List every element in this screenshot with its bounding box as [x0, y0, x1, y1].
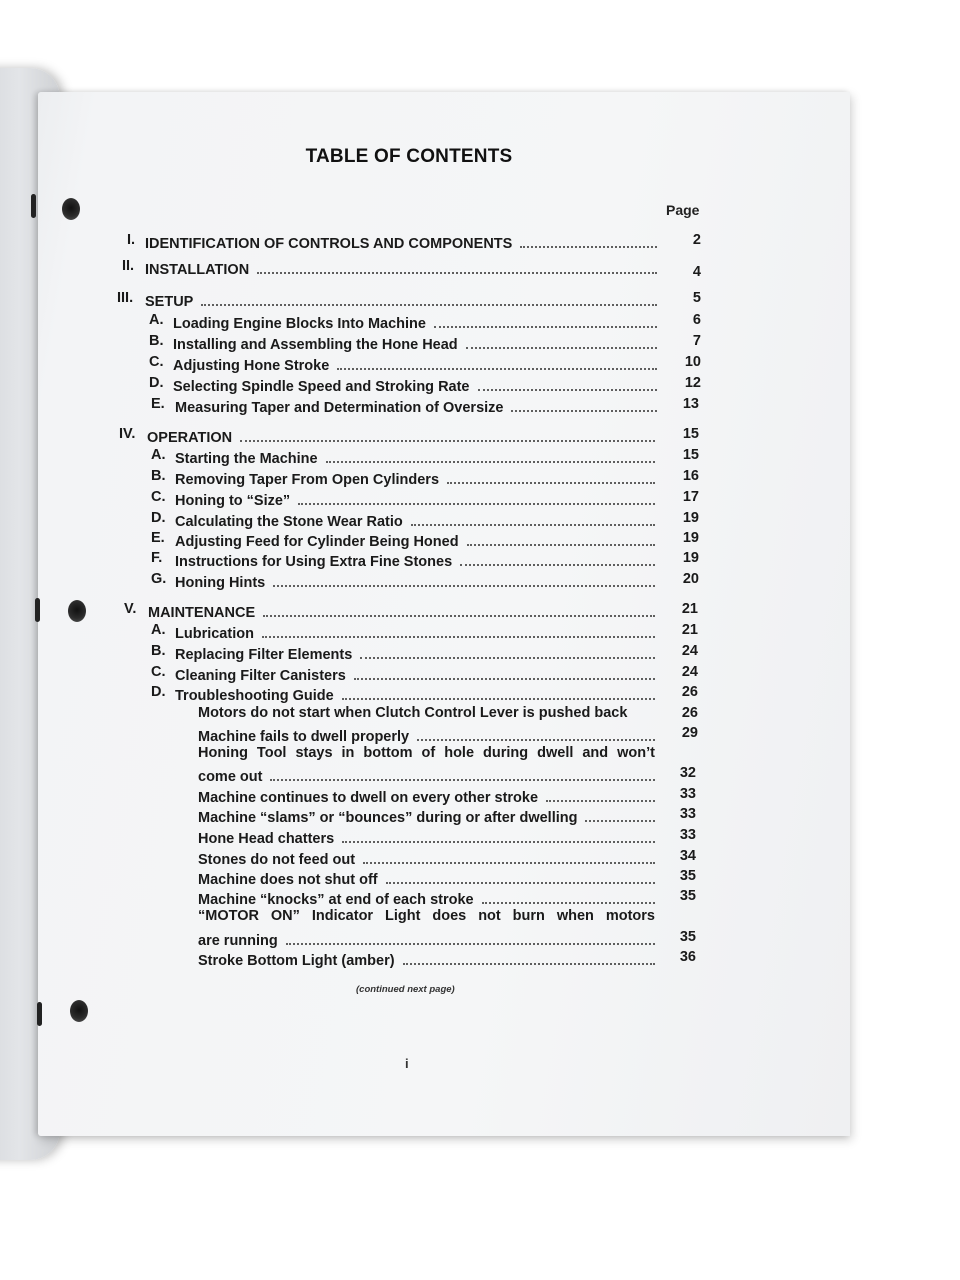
toc-entry-number: A.: [149, 312, 164, 328]
toc-entry: [173, 333, 657, 353]
toc-entry-number: G.: [151, 571, 167, 587]
toc-entry-number: A.: [151, 447, 166, 463]
toc-entry-number: V.: [124, 601, 137, 617]
toc-entry: [198, 929, 655, 949]
dot-leader: [201, 290, 657, 306]
toc-page-number: 24: [681, 664, 698, 680]
toc-page-number: 26: [681, 705, 698, 721]
dot-leader: [273, 571, 655, 587]
toc-page-number: 10: [684, 354, 701, 370]
toc-entry-label: are running: [198, 933, 278, 949]
dot-leader: [360, 643, 655, 659]
toc-entry-label: Cleaning Filter Canisters: [175, 668, 346, 684]
toc-entry-label: Installing and Assembling the Hone Head: [173, 337, 458, 353]
toc-entry-number: D.: [151, 684, 166, 700]
toc-entry-label: Adjusting Hone Stroke: [173, 358, 330, 374]
punch-hole-bottom: [70, 1000, 88, 1022]
toc-page-number: 21: [681, 622, 698, 638]
toc-entry-number: C.: [151, 489, 166, 505]
toc-entry-label: Machine “knocks” at end of each stroke: [198, 892, 474, 908]
dot-leader: [434, 312, 657, 328]
toc-entry-number: C.: [151, 664, 166, 680]
punch-hole-top: [62, 198, 80, 220]
toc-entry-label: Honing Tool stays in bottom of hole during dwell and won’t: [198, 745, 655, 761]
toc-entry-label: Measuring Taper and Determination of Oversize: [175, 400, 504, 416]
toc-page-number: 7: [692, 333, 701, 349]
toc-entry-label: come out: [198, 769, 263, 785]
toc-page-number: 4: [692, 264, 701, 280]
dot-leader: [342, 684, 655, 700]
dot-leader: [511, 396, 657, 412]
binder-hole-middle: [35, 598, 40, 622]
dot-leader: [270, 765, 655, 781]
toc-entry: [198, 806, 655, 826]
page-title: TABLE OF CONTENTS: [305, 146, 513, 167]
toc-entry: [147, 426, 655, 446]
toc-entry-label: Honing Hints: [175, 575, 266, 591]
toc-entry: [198, 765, 655, 785]
toc-entry: [198, 868, 655, 888]
toc-page-number: 2: [692, 232, 701, 248]
toc-entry-label: Motors do not start when Clutch Control Lever is pushed back: [198, 705, 628, 721]
toc-entry: [175, 468, 655, 488]
toc-entry: [198, 827, 655, 847]
toc-entry-label: OPERATION: [147, 430, 233, 446]
toc-entry: [175, 622, 655, 642]
toc-entry-number: E.: [151, 530, 165, 546]
toc-page-number: 19: [682, 510, 699, 526]
toc-page-number: 33: [679, 806, 696, 822]
page-number: i: [405, 1056, 409, 1071]
toc-page-number: 32: [679, 765, 696, 781]
toc-page-number: 24: [681, 643, 698, 659]
toc-entry-label: Troubleshooting Guide: [175, 688, 334, 704]
continued-note: (continued next page): [356, 984, 455, 995]
toc-entry: [145, 290, 657, 310]
binder-hole-top: [31, 194, 36, 218]
toc-entry-label: INSTALLATION: [145, 262, 250, 278]
dot-leader: [337, 354, 657, 370]
dot-leader: [520, 232, 657, 248]
toc-entry-label: Machine “slams” or “bounces” during or after dwelling: [198, 810, 578, 826]
toc-entry: [198, 705, 655, 721]
dot-leader: [263, 601, 655, 617]
toc-entry-label: Adjusting Feed for Cylinder Being Honed: [175, 534, 459, 550]
dot-leader: [546, 786, 655, 802]
toc-page-number: 35: [679, 888, 696, 904]
toc-page-number: 33: [679, 827, 696, 843]
toc-entry-label: Machine does not shut off: [198, 872, 378, 888]
toc-entry: [145, 258, 657, 278]
dot-leader: [460, 550, 655, 566]
toc-entry-number: II.: [122, 258, 135, 274]
toc-entry: [175, 664, 655, 684]
toc-entry-label: “MOTOR ON” Indicator Light does not burn when motors: [198, 908, 655, 924]
dot-leader: [467, 530, 655, 546]
toc-entry-number: A.: [151, 622, 166, 638]
toc-entry: [175, 447, 655, 467]
toc-entry-label: Stones do not feed out: [198, 852, 356, 868]
toc-page-number: 36: [679, 949, 696, 965]
dot-leader: [585, 806, 655, 822]
toc-entry: [198, 725, 655, 745]
toc-entry: [145, 232, 657, 252]
toc-page-number: 21: [681, 601, 698, 617]
toc-page-number: 6: [692, 312, 701, 328]
toc-entry-number: B.: [151, 468, 166, 484]
dot-leader: [466, 333, 657, 349]
toc-entry: [175, 571, 655, 591]
toc-page-number: 29: [681, 725, 698, 741]
toc-entry: [175, 550, 655, 570]
toc-entry: [175, 396, 657, 416]
dot-leader: [363, 848, 655, 864]
toc-page-number: 16: [682, 468, 699, 484]
toc-page-number: 20: [682, 571, 699, 587]
toc-entry-number: D.: [151, 510, 166, 526]
toc-page-number: 26: [681, 684, 698, 700]
toc-page-number: 19: [682, 550, 699, 566]
toc-entry-number: C.: [149, 354, 164, 370]
toc-page-number: 34: [679, 848, 696, 864]
toc-page-number: 35: [679, 868, 696, 884]
toc-entry-label: Removing Taper From Open Cylinders: [175, 472, 440, 488]
dot-leader: [478, 375, 658, 391]
toc-entry: [198, 949, 655, 969]
toc-page-number: 35: [679, 929, 696, 945]
toc-page-number: 15: [682, 426, 699, 442]
toc-entry-label: IDENTIFICATION OF CONTROLS AND COMPONENTS: [145, 236, 513, 252]
toc-entry: [198, 848, 655, 868]
dot-leader: [257, 258, 657, 274]
toc-entry-label: Starting the Machine: [175, 451, 318, 467]
toc-entry: [175, 684, 655, 704]
toc-entry: [175, 510, 655, 530]
toc-entry-number: D.: [149, 375, 164, 391]
toc-page-number: 13: [682, 396, 699, 412]
toc-entry: [175, 489, 655, 509]
toc-entry: [175, 530, 655, 550]
dot-leader: [262, 622, 655, 638]
dot-leader: [411, 510, 655, 526]
toc-entry-number: III.: [117, 290, 134, 306]
toc-entry-label: Calculating the Stone Wear Ratio: [175, 514, 403, 530]
toc-page-number: 19: [682, 530, 699, 546]
toc-entry-number: E.: [151, 396, 165, 412]
toc-entry-number: B.: [151, 643, 166, 659]
binder-hole-bottom: [37, 1002, 42, 1026]
toc-entry-label: Machine fails to dwell properly: [198, 729, 410, 745]
dot-leader: [386, 868, 655, 884]
toc-entry: [173, 312, 657, 332]
toc-entry-label: Instructions for Using Extra Fine Stones: [175, 554, 453, 570]
toc-entry-label: Stroke Bottom Light (amber): [198, 953, 395, 969]
dot-leader: [342, 827, 655, 843]
toc-entry-label: Replacing Filter Elements: [175, 647, 353, 663]
toc-page-number: 33: [679, 786, 696, 802]
toc-entry-label: MAINTENANCE: [148, 605, 256, 621]
toc-page-number: 15: [682, 447, 699, 463]
toc-entry-number: I.: [127, 232, 136, 248]
toc-entry: [173, 375, 657, 395]
toc-entry: [175, 643, 655, 663]
toc-entry-label: Lubrication: [175, 626, 254, 642]
toc-entry-number: F.: [151, 550, 163, 566]
toc-entry-label: SETUP: [145, 294, 194, 310]
toc-page-number: 12: [684, 375, 701, 391]
toc-entry: [198, 786, 655, 806]
toc-page-number: 17: [682, 489, 699, 505]
punch-hole-middle: [68, 600, 86, 622]
dot-leader: [403, 949, 655, 965]
dot-leader: [326, 447, 655, 463]
dot-leader: [354, 664, 655, 680]
toc-entry-label: Machine continues to dwell on every other stroke: [198, 790, 539, 806]
dot-leader: [240, 426, 655, 442]
page-column-header: Page: [666, 202, 700, 218]
dot-leader: [298, 489, 655, 505]
toc-entry-number: IV.: [119, 426, 136, 442]
toc-entry: [148, 601, 655, 621]
toc-entry-label: Honing to “Size”: [175, 493, 291, 509]
toc-entry: [173, 354, 657, 374]
toc-entry: [198, 888, 655, 908]
toc-page-number: 5: [692, 290, 701, 306]
dot-leader: [417, 725, 655, 741]
toc-entry-label: Loading Engine Blocks Into Machine: [173, 316, 426, 332]
dot-leader: [447, 468, 655, 484]
toc-entry-number: B.: [149, 333, 164, 349]
toc-entry-label: Selecting Spindle Speed and Stroking Rate: [173, 379, 470, 395]
dot-leader: [286, 929, 655, 945]
toc-entry-label: Hone Head chatters: [198, 831, 335, 847]
dot-leader: [482, 888, 655, 904]
